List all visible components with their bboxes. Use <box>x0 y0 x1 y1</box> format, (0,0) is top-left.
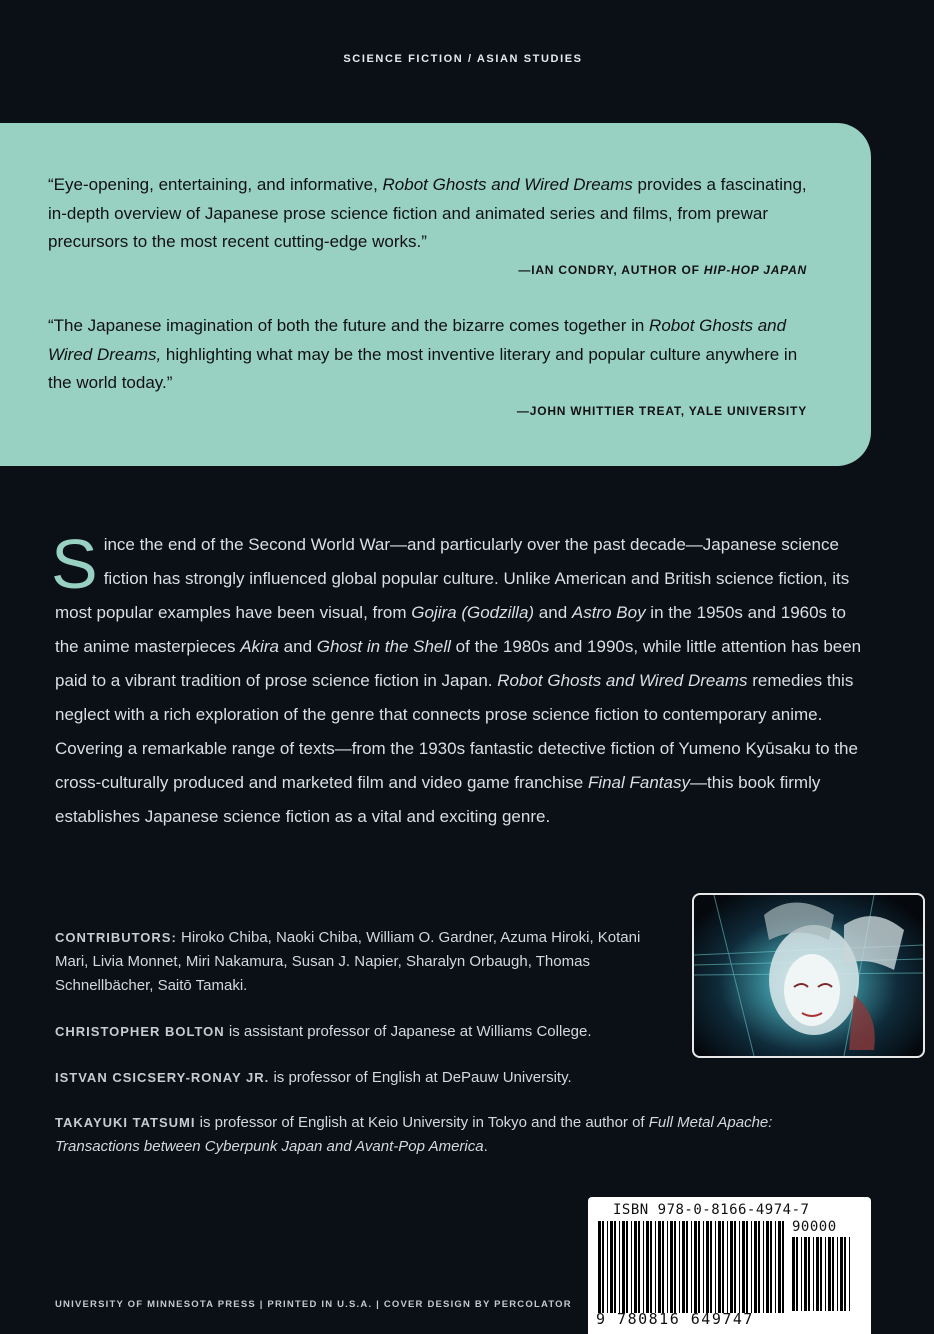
description-title: Final Fantasy <box>587 773 690 792</box>
quote-text: “Eye-opening, entertaining, and informative, <box>48 175 383 194</box>
quote-book-title: Robot Ghosts and Wired Dreams <box>382 175 633 194</box>
description-text: and <box>278 637 317 656</box>
contributors-names: Hiroko Chiba, Naoki Chiba, William O. Gardner, Azuma Hiroki, Kotani Mari, Livia Monnet, Miri Nakamura, Susan J. Napier, Sharalyn Orbaugh, Thomas Schnellbächer, Saitō Tamaki. <box>55 929 641 994</box>
blurb-quote <box>48 171 818 257</box>
isbn-number: ISBN 978-0-8166-4974-7 <box>613 1202 810 1218</box>
isbn-barcode <box>588 1197 871 1334</box>
barcode-addon-bars <box>792 1237 854 1311</box>
quote-text: highlighting what may be the most inventive literary and popular culture anywhere in the world today.” <box>48 344 798 392</box>
drop-cap: S <box>51 525 98 603</box>
description-title: Ghost in the Shell <box>316 637 451 656</box>
blurb-attribution <box>518 263 807 277</box>
description-text: remedies this neglect with a rich exploration of the genre that connects prose science fiction to contemporary anime. Covering a remarkable range of texts—from the 1930s fantastic detective fiction of Yumeno Kyūsaku to the cross-culturally produced and marketed film and video game franchise <box>55 671 858 792</box>
attribution-book-title: HIP-HOP JAPAN <box>703 263 807 277</box>
anime-cyborg-image <box>692 893 925 1058</box>
quote-book-title: Robot Ghosts and Wired Dreams, <box>48 316 787 364</box>
editor-bio <box>55 1111 855 1159</box>
editor-name: TAKAYUKI TATSUMI <box>55 1115 196 1130</box>
editor-name: CHRISTOPHER BOLTON <box>55 1024 225 1039</box>
blurb-quote <box>48 312 818 398</box>
description-text: and <box>534 603 572 622</box>
description-text: ince the end of the Second World War—and particularly over the past decade—Japanese science fiction has strongly influenced global popular culture. Unlike American and British science fiction, its most popular examples have been visual, from <box>55 535 850 622</box>
description-title: Robot Ghosts and Wired Dreams <box>497 671 748 690</box>
description-title: Astro Boy <box>571 603 646 622</box>
contributors-list <box>55 926 655 998</box>
description-text: —this book firmly establishes Japanese science fiction as a vital and exciting genre. <box>55 773 821 826</box>
blurb-panel <box>0 123 871 466</box>
barcode-digits: 9 780816 649747 <box>596 1310 754 1328</box>
editor-bio-text: is assistant professor of Japanese at Williams College. <box>224 1023 592 1040</box>
book-description <box>51 525 870 834</box>
editor-bio <box>55 1020 665 1044</box>
quote-text: provides a fascinating, in-depth overview of Japanese prose science fiction and animated series and films, from prewar precursors to the most recent cutting-edge works.” <box>48 175 807 251</box>
editor-bio-text: is professor of English at Keio University in Tokyo and the author of <box>195 1114 649 1131</box>
editor-book-title: Full Metal Apache: Transactions between Cyberpunk Japan and Avant-Pop America <box>55 1114 773 1155</box>
price-code: 90000 <box>792 1219 837 1235</box>
description-title: Akira <box>240 637 279 656</box>
quote-text: “The Japanese imagination of both the future and the bizarre comes together in <box>48 316 650 335</box>
footer-credits: UNIVERSITY OF MINNESOTA PRESS | PRINTED IN U.S.A. | COVER DESIGN BY PERCOLATOR <box>55 1299 572 1310</box>
editor-name: ISTVAN CSICSERY-RONAY JR. <box>55 1070 270 1085</box>
editor-bio-text: is professor of English at DePauw University. <box>269 1069 572 1086</box>
barcode-bars <box>598 1221 788 1313</box>
editor-bio <box>55 1066 665 1090</box>
blurb-attribution: —JOHN WHITTIER TREAT, YALE UNIVERSITY <box>516 404 807 418</box>
cyborg-illustration <box>694 895 923 1056</box>
description-text: of the 1980s and 1990s, while little attention has been paid to a vibrant tradition of prose science fiction in Japan. <box>55 637 862 690</box>
contributors-label: CONTRIBUTORS: <box>55 930 177 945</box>
editor-bio-text: . <box>483 1138 488 1155</box>
category-label: SCIENCE FICTION / ASIAN STUDIES <box>343 53 583 65</box>
attribution-text: —IAN CONDRY, AUTHOR OF <box>518 263 704 277</box>
description-text: in the 1950s and 1960s to the anime masterpieces <box>55 603 846 656</box>
description-title: Gojira (Godzilla) <box>411 603 535 622</box>
